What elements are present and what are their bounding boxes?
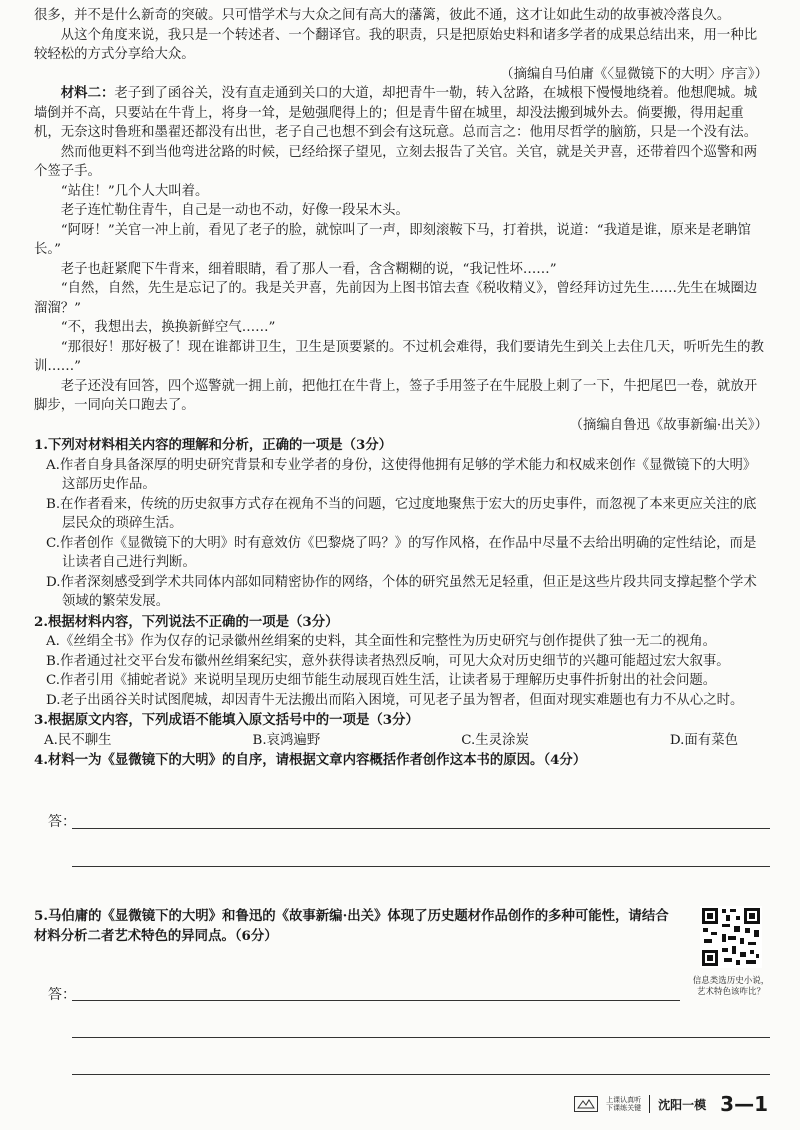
question-1-option-a[interactable]: A.作者自身具备深厚的明史研究背景和专业学者的身份，这使得他拥有足够的学术能力和权威来创作《显微镜下的大明》这部历史作品。	[46, 457, 757, 492]
qr-code-icon	[700, 906, 762, 968]
material-two-paragraph: 材料二：老子到了函谷关，没有直走通到关口的大道，却把青牛一勒，转入岔路，在城根下慢慢地绕着。他想爬城。城墙倒并不高，只要站在牛背上，将身一耸，是勉强爬得上的；但是青牛留在城里，却没法搬到城外去。倘要搬，得用起重机，无奈这时鲁班和墨翟还都没有出世，老子自己也想不到会有这玩意。总而言之：他用尽哲学的脑筋，只是一个没有法。	[34, 85, 758, 140]
question-4-stem: 4.材料一为《显微镜下的大明》的自序，请根据文章内容概括作者创作这本书的原因。（4分）	[34, 752, 587, 768]
page-footer	[574, 1092, 768, 1116]
passage-paragraph: 老子连忙勒住青牛，自己是一动也不动，好像一段呆木头。	[60, 203, 409, 218]
question-4-answer-label: 答：	[48, 814, 76, 830]
question-1-stem: 1.下列对材料相关内容的理解和分析，正确的一项是（3分）	[34, 437, 393, 453]
qr-code-block[interactable]	[690, 906, 772, 998]
passage-paragraph: 很多，并不是什么新奇的突破。只可惜学术与大众之间有高大的藩篱，彼此不通，这才让如此生动的故事被冷落良久。	[34, 8, 731, 23]
exam-name: 沈阳一模	[658, 1097, 707, 1112]
page-number: 3—1	[720, 1092, 768, 1116]
footer-divider	[649, 1095, 650, 1113]
question-2-option-b[interactable]: B.作者通过社交平台发布徽州丝绢案纪实，意外获得读者热烈反响，可见大众对历史细节的兴趣可能超过宏大叙事。	[46, 653, 730, 669]
passage-paragraph: 老子也赶紧爬下牛背来，细着眼睛，看了那人一看，含含糊糊的说，“我记性坏……”	[60, 261, 557, 277]
question-1-option-c[interactable]: C.作者创作《显微镜下的大明》时有意效仿《巴黎烧了吗？》的写作风格，在作品中尽量不去给出明确的定性结论，而是让读者自己进行判断。	[46, 535, 757, 570]
passage-paragraph: “那很好！那好极了！现在谁都讲卫生，卫生是顶要紧的。不过机会难得，我们要请先生到关上去住几天，听听先生的教训……”	[34, 339, 764, 374]
passage-paragraph: 老子还没有回答，四个巡警就一拥上前，把他扛在牛背上，签子手用签子在牛屁股上刺了一下，牛把尾巴一卷，就放开脚步，一同向关口跑去了。	[34, 378, 758, 413]
question-2-stem: 2.根据材料内容，下列说法不正确的一项是（3分）	[34, 613, 339, 630]
question-3-option-c[interactable]: C.生灵涂炭	[461, 732, 529, 748]
passage-paragraph: “不，我想出去，换换新鲜空气……”	[60, 320, 276, 335]
question-1-option-d[interactable]: D.作者深刻感受到学术共同体内部如同精密协作的网络，个体的研究虽然无足轻重，但正是这些片段共同支撑起整个学术领域的繁荣发展。	[46, 574, 757, 609]
source-citation: （摘编自马伯庸《〈显微镜下的大明〉序言》）	[500, 66, 768, 82]
footer-slogan: 上课认真听 下课练关键	[606, 1096, 642, 1112]
passage-paragraph: “阿呀！”关官一冲上前，看见了老子的脸，就惊叫了一声，即刻滚鞍下马，打着拱，说道：“我道是谁，原来是老聃馆长。”	[34, 222, 751, 257]
question-2-option-a[interactable]: A.《丝绢全书》作为仅存的记录徽州丝绢案的史料，其全面性和完整性为历史研究与创作提供了独一无二的视角。	[46, 634, 717, 649]
passage-content	[34, 6, 768, 771]
question-5-answer-line[interactable]	[72, 1037, 770, 1038]
question-3-option-b[interactable]: B.哀鸿遍野	[252, 732, 321, 748]
question-1-option-b[interactable]: B.在作者看来，传统的历史叙事方式存在视角不当的问题，它过度地聚焦于宏大的历史事件，而忽视了本来更应关注的底层民众的琐碎生活。	[46, 496, 757, 531]
passage-paragraph: “站住！”几个人大叫着。	[60, 183, 209, 199]
passage-paragraph: 从这个角度来说，我只是一个转述者、一个翻译官。我的职责，只是把原始史料和诸多学者的成果总结出来，用一种比较轻松的方式分享给大众。	[34, 27, 758, 62]
question-4-answer-line[interactable]	[72, 866, 770, 867]
question-3-stem: 3.根据原文内容，下列成语不能填入原文括号中的一项是（3分）	[34, 712, 419, 728]
question-5-answer-line[interactable]	[72, 1074, 770, 1075]
question-3-option-d[interactable]: D.面有菜色	[669, 732, 738, 748]
question-5-answer-label: 答：	[48, 987, 76, 1003]
question-3-choices	[34, 731, 768, 751]
source-citation: （摘编自鲁迅《故事新编·出关》）	[569, 417, 768, 433]
passage-paragraph: “自然，自然，先生是忘记了的。我是关尹喜，先前因为上图书馆去查《税收精义》，曾经拜访过先生……先生在城圈边溜溜？”	[34, 281, 758, 316]
question-5-stem: 5.马伯庸的《显微镜下的大明》和鲁迅的《故事新编·出关》体现了历史题材作品创作的多种可能性，请结合材料分析二者艺术特色的异同点。（6分）	[34, 908, 669, 944]
brand-logo-icon	[574, 1096, 598, 1112]
qr-caption: 信息类选历史小说，艺术特色该咋比？	[692, 976, 770, 997]
passage-paragraph: 然而他更料不到当他弯进岔路的时候，已经给探子望见，立刻去报告了关官。关官，就是关尹喜，还带着四个巡警和两个签子手。	[34, 144, 758, 179]
question-3-option-a[interactable]: A.民不聊生	[44, 732, 112, 748]
question-2-option-d[interactable]: D.老子出函谷关时试图爬城，却因青牛无法搬出而陷入困境，可见老子虽为智者，但面对现实难题也有力不从心之时。	[46, 692, 744, 708]
question-2-option-c[interactable]: C.作者引用《捕蛇者说》来说明呈现历史细节能生动展现百姓生活，让读者易于理解历史事件折射出的社会问题。	[46, 673, 717, 688]
material-label: 材料二：	[60, 85, 115, 101]
question-4-answer-line[interactable]	[72, 828, 770, 829]
question-5-answer-line[interactable]	[72, 1000, 680, 1001]
